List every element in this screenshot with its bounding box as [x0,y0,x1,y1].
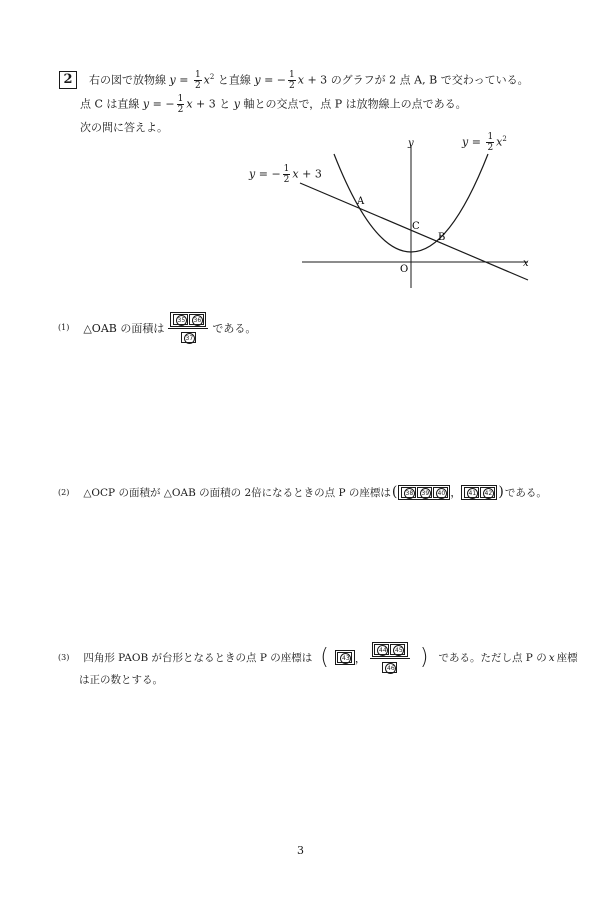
frac-den: 2 [177,105,184,115]
intro2-minus: − [165,97,175,111]
answer-box-num: 35 [177,317,186,324]
intro-var-y: y [169,73,176,87]
pl-y: y [462,135,469,149]
intro2-text-a: 点 C は直線 [80,97,140,111]
problem-number: 2 [59,71,77,89]
q2-text-b: である。 [504,486,547,499]
answer-box-35[interactable] [173,314,188,325]
answer-box-num: 38 [405,489,414,497]
frac-num: 1 [289,70,295,80]
q3-num-group [372,642,408,657]
pl-eq: = [471,135,481,149]
q3-y-fraction [370,642,410,673]
q3-x-var: x [548,651,555,664]
intro2-fraction [177,94,185,115]
q1-text-b: である。 [212,321,257,335]
answer-box-num: 37 [185,334,194,342]
intro2-plus3: + 3 [196,97,216,111]
intro-line-2 [80,94,467,115]
intro2-var-y: y [142,97,150,111]
intro-eq: = [179,73,189,87]
answer-box-40[interactable] [433,487,448,498]
intro-line-fraction [288,70,296,91]
frac-den: 2 [487,143,494,153]
intro-sup-2: 2 [209,72,215,81]
intro2-axis-y: y [233,97,240,111]
point-c-label: C [412,221,420,232]
q3-denominator [370,659,410,673]
intro2-text-b: と [219,97,231,111]
q3-text-b: である。ただし点 P の [438,652,547,664]
q1-label: (1) [58,323,70,332]
q3-text-c: 座標 [556,652,578,664]
intro2-text-c: 軸との交点で，点 P は放物線上の点である。 [243,97,467,111]
answer-box-37[interactable] [181,332,196,343]
frac-den: 2 [283,175,290,185]
answer-box-num: 40 [437,489,446,497]
q1-denominator [168,329,208,343]
axis-y-label: y [408,138,414,149]
origin-label: O [400,264,409,275]
intro-var-x: x [203,73,210,87]
answer-box-num: 44 [379,647,387,654]
q3-label: (3) [58,653,70,662]
answer-box-num: 43 [342,655,350,662]
answer-box-num: 46 [387,664,395,672]
q3-numerator [370,642,410,659]
q2-label: (2) [58,487,70,497]
ll-eq: = [258,167,268,181]
q2-close-paren: ) [498,484,504,500]
intro-plus3: + 3 [307,73,328,87]
answer-box-num: 39 [421,489,430,497]
answer-box-36[interactable] [189,314,204,325]
q2-comma: ， [450,486,462,499]
intro-line-3: 次の問に答えよ。 [80,121,168,134]
answer-box-38[interactable] [401,487,416,498]
point-a-label: A [357,196,365,207]
q3-comma: ， [354,651,366,665]
intro-line-1 [89,70,529,91]
q3-close-paren: ) [419,645,429,670]
point-b-label: B [438,232,446,243]
intro-line-var-y: y [254,73,261,87]
page-number: 3 [297,844,304,857]
ll-minus: − [271,167,281,181]
ll-x: x [292,167,299,181]
pl-x: x [496,135,503,149]
q3-text-a: 四角形 PAOB が台形となるときの点 P の座標は [83,652,313,664]
question-3 [58,642,578,673]
intro-minus: − [276,73,287,87]
pl-sup: 2 [502,134,507,143]
intro-text-b: と直線 [217,73,251,87]
line-label [249,164,322,185]
answer-box-39[interactable] [417,487,432,498]
answer-box-43[interactable] [337,652,352,663]
q2-x-group [398,485,450,500]
q3-x-group [335,650,355,665]
answer-box-num: 41 [468,489,477,497]
intro2-var-x: x [186,97,193,111]
ll-fraction [283,164,291,185]
answer-box-45[interactable] [390,644,405,655]
question-1 [58,312,256,343]
intro2-eq: = [152,97,162,111]
frac-num: 1 [194,70,201,80]
question-2 [58,484,547,500]
frac-num: 1 [487,132,494,142]
frac-num: 1 [177,94,184,104]
ll-y: y [249,167,256,181]
axis-x-label: x [523,258,529,269]
q2-text-a: △OCP の面積が △OAB の面積の 2倍になるときの点 P の座標は [83,486,391,499]
q3-line-2: は正の数とする。 [79,674,163,686]
answer-box-44[interactable] [374,644,389,655]
q1-answer-fraction [168,312,208,343]
answer-box-42[interactable] [480,487,495,498]
answer-box-46[interactable] [382,662,397,673]
answer-box-41[interactable] [464,487,479,498]
intro-fraction-half [194,70,202,91]
q2-y-group [461,485,497,500]
q3-open-paren: ( [320,645,329,670]
frac-den: 2 [194,81,201,91]
q1-text-a: △OAB の面積は [83,321,165,335]
intro-text-c: のグラフが 2 点 A, B で交わっている。 [330,73,529,87]
intro-text-a: 右の図で放物線 [89,73,166,87]
intro-line-eq: = [264,73,274,87]
frac-num: 1 [283,164,290,174]
q1-num-group [170,312,206,327]
answer-box-num: 42 [484,489,493,497]
pl-fraction [486,132,494,153]
ll-plus: + 3 [302,167,322,181]
intro-line-var-x: x [297,73,304,87]
parabola-label [462,132,507,153]
q1-numerator [168,312,208,329]
answer-box-num: 36 [193,317,202,324]
answer-box-num: 45 [395,647,403,654]
frac-den: 2 [289,81,295,91]
q2-open-paren: ( [391,484,398,500]
